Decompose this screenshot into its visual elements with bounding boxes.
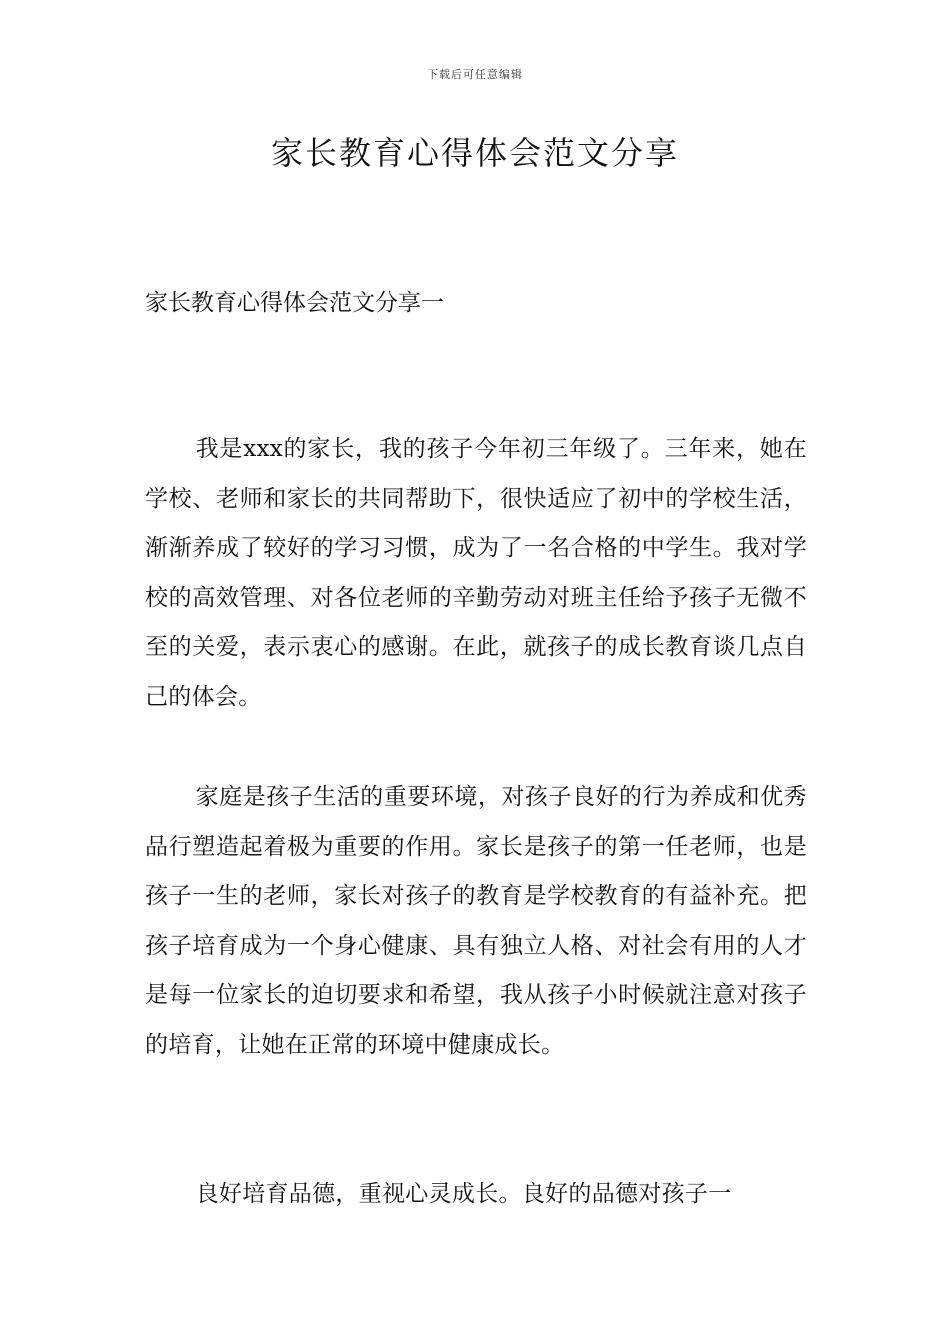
paragraph-1: 我是xxx的家长，我的孩子今年初三年级了。三年来，她在学校、老师和家长的共同帮助下，很快适应了初中的学校生活，渐渐养成了较好的学习习惯，成为了一名合格的中学生。我对学校的高效管理、对各位老师的辛勤劳动对班主任给予孩子无微不至的关爱，表示衷心的感谢。在此，就孩子的成长教育谈几点自己的体会。 bbox=[145, 436, 807, 710]
document-title: 家长教育心得体会范文分享 bbox=[270, 134, 679, 172]
header-note: 下载后可任意编辑 bbox=[427, 68, 523, 81]
paragraph-3: 良好培育品德，重视心灵成长。良好的品德对孩子一 bbox=[195, 1181, 732, 1207]
paragraph-2: 家庭是孩子生活的重要环境，对孩子良好的行为养成和优秀品行塑造起着极为重要的作用。家长是孩子的第一任老师，也是孩子一生的老师，家长对孩子的教育是学校教育的有益补充。把孩子培育成为一个身心健康、具有独立人格、对社会有用的人才是每一位家长的迫切要求和希望，我从孩子小时候就注意对孩子的培育，让她在正常的环境中健康成长。 bbox=[145, 784, 807, 1058]
section-heading: 家长教育心得体会范文分享一 bbox=[145, 290, 444, 316]
